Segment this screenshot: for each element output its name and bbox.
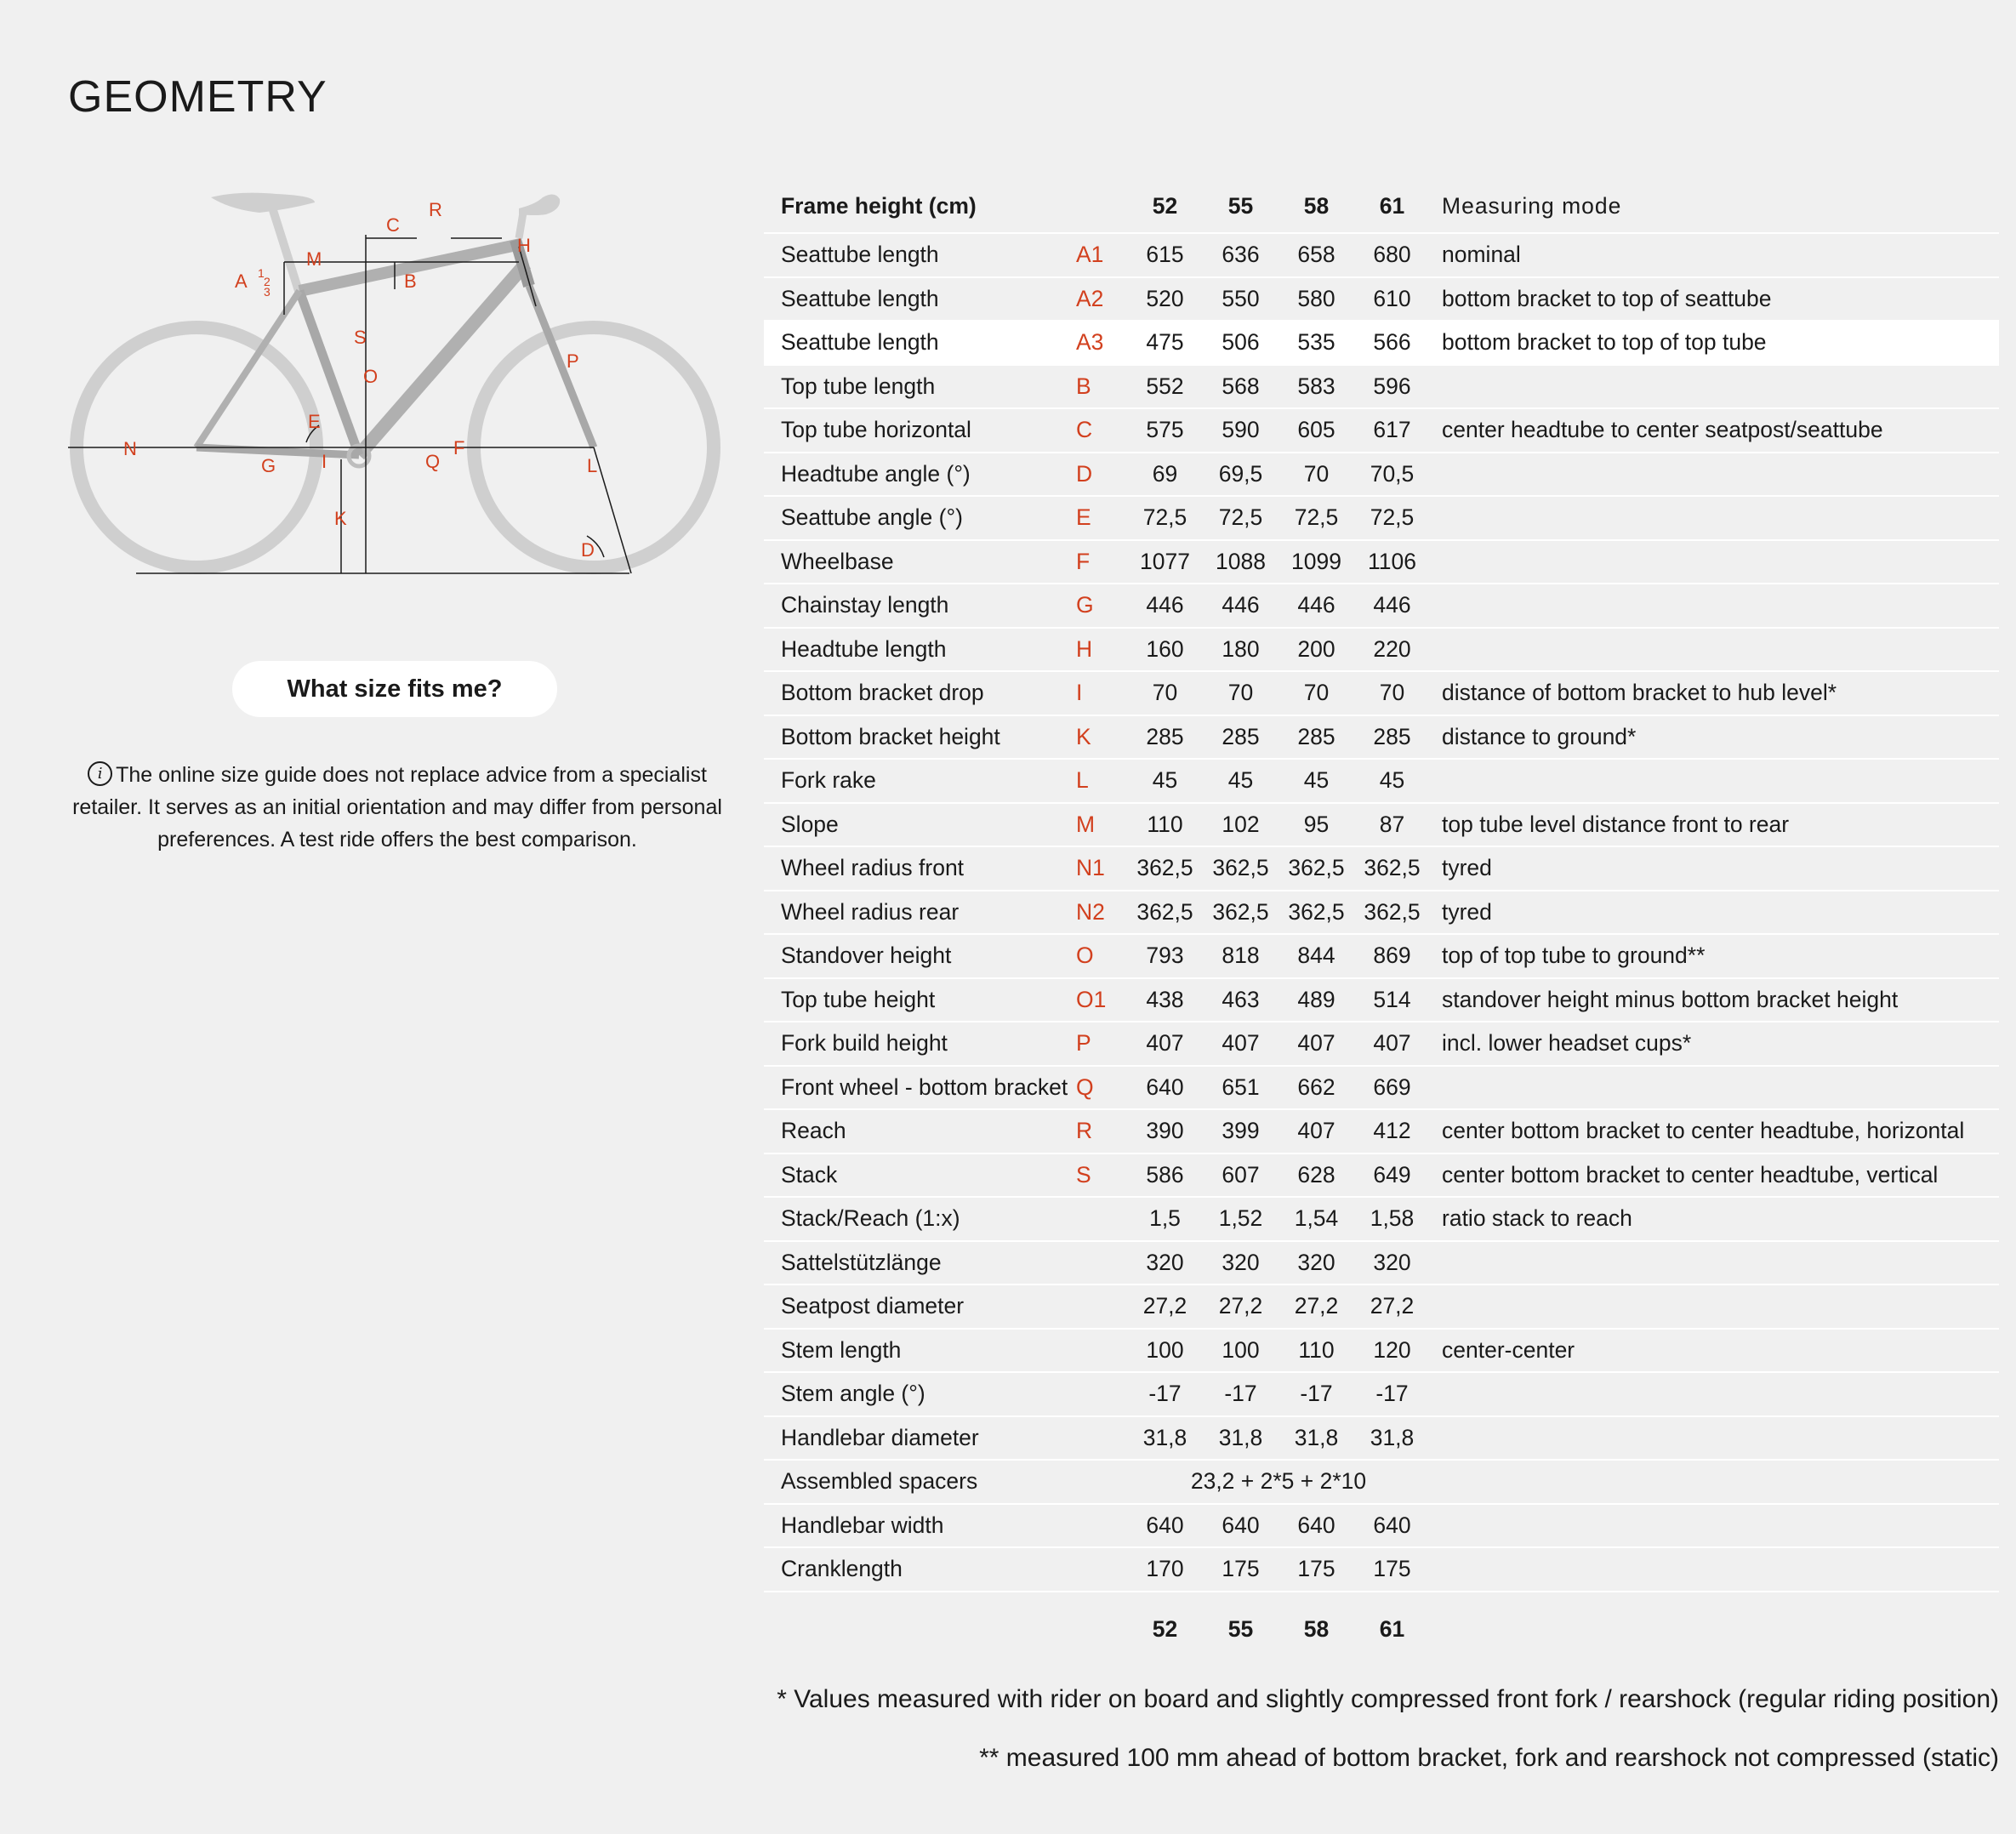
row-code bbox=[1076, 1504, 1127, 1548]
row-value: 1,54 bbox=[1279, 1197, 1354, 1241]
table-row bbox=[764, 453, 1999, 497]
header-measuring-mode: Measuring mode bbox=[1430, 179, 1999, 233]
table-row bbox=[764, 1460, 1999, 1504]
row-value: 1106 bbox=[1354, 540, 1430, 584]
table-row bbox=[764, 1416, 1999, 1461]
row-label: Wheel radius rear bbox=[764, 891, 1076, 935]
label-M: M bbox=[306, 248, 322, 270]
row-note bbox=[1430, 584, 1999, 628]
row-value: 575 bbox=[1127, 408, 1203, 453]
row-value: 72,5 bbox=[1203, 496, 1279, 540]
row-note bbox=[1430, 1504, 1999, 1548]
row-code: A2 bbox=[1076, 277, 1127, 322]
row-value: 640 bbox=[1203, 1504, 1279, 1548]
row-note bbox=[1430, 453, 1999, 497]
row-note: tyred bbox=[1430, 846, 1999, 891]
row-value: 390 bbox=[1127, 1109, 1203, 1153]
table-row bbox=[764, 1547, 1999, 1592]
row-label: Seattube length bbox=[764, 321, 1076, 365]
row-value: 636 bbox=[1203, 233, 1279, 277]
row-code: S bbox=[1076, 1153, 1127, 1198]
footer-size: 55 bbox=[1227, 1616, 1254, 1642]
row-code: I bbox=[1076, 671, 1127, 715]
row-value: 27,2 bbox=[1354, 1284, 1430, 1329]
row-value: 220 bbox=[1354, 628, 1430, 672]
row-value: 320 bbox=[1354, 1241, 1430, 1285]
row-label: Reach bbox=[764, 1109, 1076, 1153]
table-row bbox=[764, 1153, 1999, 1198]
row-value: 1,58 bbox=[1354, 1197, 1430, 1241]
row-value: 70,5 bbox=[1354, 453, 1430, 497]
row-value: 407 bbox=[1279, 1022, 1354, 1066]
row-code: H bbox=[1076, 628, 1127, 672]
row-value: 399 bbox=[1203, 1109, 1279, 1153]
row-note: incl. lower headset cups* bbox=[1430, 1022, 1999, 1066]
row-code: L bbox=[1076, 759, 1127, 803]
row-value: 605 bbox=[1279, 408, 1354, 453]
label-K: K bbox=[334, 508, 347, 529]
row-label: Wheel radius front bbox=[764, 846, 1076, 891]
table-row bbox=[764, 978, 1999, 1022]
row-value: 45 bbox=[1127, 759, 1203, 803]
bike-geometry-diagram bbox=[60, 179, 740, 595]
row-value: 200 bbox=[1279, 628, 1354, 672]
row-label: Bottom bracket drop bbox=[764, 671, 1076, 715]
footer-size: 58 bbox=[1303, 1616, 1330, 1642]
row-value: 680 bbox=[1354, 233, 1430, 277]
row-label: Stem angle (°) bbox=[764, 1372, 1076, 1416]
row-note bbox=[1430, 365, 1999, 409]
row-value: 844 bbox=[1279, 934, 1354, 978]
row-code: P bbox=[1076, 1022, 1127, 1066]
row-note bbox=[1430, 540, 1999, 584]
row-note: nominal bbox=[1430, 233, 1999, 277]
row-value: -17 bbox=[1354, 1372, 1430, 1416]
table-row bbox=[764, 408, 1999, 453]
row-code: C bbox=[1076, 408, 1127, 453]
row-note bbox=[1430, 1066, 1999, 1110]
table-row bbox=[764, 671, 1999, 715]
row-value: 285 bbox=[1354, 715, 1430, 760]
row-value: -17 bbox=[1279, 1372, 1354, 1416]
label-G: G bbox=[261, 455, 276, 476]
row-value: 175 bbox=[1203, 1547, 1279, 1592]
row-label: Seattube length bbox=[764, 233, 1076, 277]
row-value: 180 bbox=[1203, 628, 1279, 672]
row-value: 31,8 bbox=[1279, 1416, 1354, 1461]
row-value: 27,2 bbox=[1203, 1284, 1279, 1329]
label-D: D bbox=[581, 539, 595, 561]
table-row bbox=[764, 715, 1999, 760]
row-note: ratio stack to reach bbox=[1430, 1197, 1999, 1241]
info-icon: i bbox=[88, 761, 112, 786]
row-value: 506 bbox=[1203, 321, 1279, 365]
row-value: 362,5 bbox=[1127, 891, 1203, 935]
table-row bbox=[764, 496, 1999, 540]
row-value: 27,2 bbox=[1279, 1284, 1354, 1329]
table-row bbox=[764, 1504, 1999, 1548]
row-value: 27,2 bbox=[1127, 1284, 1203, 1329]
row-label: Standover height bbox=[764, 934, 1076, 978]
row-value: 1088 bbox=[1203, 540, 1279, 584]
row-value: 70 bbox=[1127, 671, 1203, 715]
row-value: 407 bbox=[1203, 1022, 1279, 1066]
row-code bbox=[1076, 1329, 1127, 1373]
saddle bbox=[211, 193, 315, 213]
row-label: Cranklength bbox=[764, 1547, 1076, 1592]
row-value: 70 bbox=[1354, 671, 1430, 715]
row-note: bottom bracket to top of seattube bbox=[1430, 277, 1999, 322]
label-I: I bbox=[322, 451, 327, 472]
row-note bbox=[1430, 1372, 1999, 1416]
table-row bbox=[764, 1197, 1999, 1241]
row-value: 175 bbox=[1354, 1547, 1430, 1592]
table-row bbox=[764, 846, 1999, 891]
row-value: 69,5 bbox=[1203, 453, 1279, 497]
row-label: Headtube length bbox=[764, 628, 1076, 672]
row-value: 438 bbox=[1127, 978, 1203, 1022]
row-code: G bbox=[1076, 584, 1127, 628]
row-value: 175 bbox=[1279, 1547, 1354, 1592]
row-value: 583 bbox=[1279, 365, 1354, 409]
row-value: 320 bbox=[1203, 1241, 1279, 1285]
row-value: 818 bbox=[1203, 934, 1279, 978]
row-value: 45 bbox=[1279, 759, 1354, 803]
row-value: 70 bbox=[1203, 671, 1279, 715]
row-value: -17 bbox=[1127, 1372, 1203, 1416]
row-value: 362,5 bbox=[1279, 891, 1354, 935]
table-row bbox=[764, 1022, 1999, 1066]
row-note: top of top tube to ground** bbox=[1430, 934, 1999, 978]
row-value: 72,5 bbox=[1279, 496, 1354, 540]
table-row bbox=[764, 891, 1999, 935]
row-label: Seattube angle (°) bbox=[764, 496, 1076, 540]
row-value: 640 bbox=[1279, 1504, 1354, 1548]
row-code: O1 bbox=[1076, 978, 1127, 1022]
row-value: 590 bbox=[1203, 408, 1279, 453]
row-value: 102 bbox=[1203, 803, 1279, 847]
row-value: 95 bbox=[1279, 803, 1354, 847]
row-value: 70 bbox=[1279, 453, 1354, 497]
label-F: F bbox=[453, 437, 465, 458]
row-value: 412 bbox=[1354, 1109, 1430, 1153]
table-row bbox=[764, 759, 1999, 803]
row-code: A1 bbox=[1076, 233, 1127, 277]
label-O: O bbox=[363, 366, 379, 387]
row-note: center bottom bracket to center headtube, horizontal bbox=[1430, 1109, 1999, 1153]
row-label: Fork rake bbox=[764, 759, 1076, 803]
row-code bbox=[1076, 1241, 1127, 1285]
row-code: N2 bbox=[1076, 891, 1127, 935]
row-value: 640 bbox=[1354, 1504, 1430, 1548]
row-label: Wheelbase bbox=[764, 540, 1076, 584]
table-row bbox=[764, 540, 1999, 584]
label-B: B bbox=[404, 271, 417, 292]
row-value: 100 bbox=[1127, 1329, 1203, 1373]
row-label: Headtube angle (°) bbox=[764, 453, 1076, 497]
table-row bbox=[764, 1241, 1999, 1285]
table-row bbox=[764, 365, 1999, 409]
row-note bbox=[1430, 1547, 1999, 1592]
row-note: bottom bracket to top of top tube bbox=[1430, 321, 1999, 365]
row-value: 285 bbox=[1127, 715, 1203, 760]
row-value: 1099 bbox=[1279, 540, 1354, 584]
row-value: 580 bbox=[1279, 277, 1354, 322]
row-code: D bbox=[1076, 453, 1127, 497]
label-Q: Q bbox=[425, 451, 441, 472]
row-value: 31,8 bbox=[1354, 1416, 1430, 1461]
header-size: 58 bbox=[1279, 179, 1354, 233]
row-code: F bbox=[1076, 540, 1127, 584]
row-value: 285 bbox=[1203, 715, 1279, 760]
table-row bbox=[764, 934, 1999, 978]
table-row bbox=[764, 628, 1999, 672]
row-code: R bbox=[1076, 1109, 1127, 1153]
row-value: 285 bbox=[1279, 715, 1354, 760]
row-value: 72,5 bbox=[1354, 496, 1430, 540]
notice-text: The online size guide does not replace advice from a specialist retailer. It serves as an initial orientation and may differ from personal preferences. A test ride offers the best comparison. bbox=[72, 763, 722, 852]
chain-stay bbox=[196, 447, 359, 455]
footer-size: 52 bbox=[1152, 1616, 1178, 1642]
row-value: 658 bbox=[1279, 233, 1354, 277]
row-value: 362,5 bbox=[1203, 891, 1279, 935]
row-value: 100 bbox=[1203, 1329, 1279, 1373]
row-value: 362,5 bbox=[1354, 891, 1430, 935]
row-label: Top tube horizontal bbox=[764, 408, 1076, 453]
row-label: Assembled spacers bbox=[764, 1460, 1076, 1504]
row-label: Sattelstützlänge bbox=[764, 1241, 1076, 1285]
row-value: 110 bbox=[1127, 803, 1203, 847]
row-note bbox=[1430, 496, 1999, 540]
row-value: 607 bbox=[1203, 1153, 1279, 1198]
row-label: Stack bbox=[764, 1153, 1076, 1198]
label-C: C bbox=[386, 214, 400, 236]
row-value: 640 bbox=[1127, 1066, 1203, 1110]
row-value: 514 bbox=[1354, 978, 1430, 1022]
row-code: M bbox=[1076, 803, 1127, 847]
row-value: 552 bbox=[1127, 365, 1203, 409]
row-value: 407 bbox=[1279, 1109, 1354, 1153]
row-note: center headtube to center seatpost/seattube bbox=[1430, 408, 1999, 453]
label-L: L bbox=[587, 455, 598, 476]
row-value: 160 bbox=[1127, 628, 1203, 672]
row-value: 662 bbox=[1279, 1066, 1354, 1110]
row-value: 615 bbox=[1127, 233, 1203, 277]
label-H: H bbox=[517, 235, 531, 256]
row-value: 362,5 bbox=[1354, 846, 1430, 891]
row-code: A3 bbox=[1076, 321, 1127, 365]
table-row bbox=[764, 1372, 1999, 1416]
row-value: 596 bbox=[1354, 365, 1430, 409]
row-value: 362,5 bbox=[1127, 846, 1203, 891]
header-size: 55 bbox=[1203, 179, 1279, 233]
row-label: Seattube length bbox=[764, 277, 1076, 322]
row-value: 362,5 bbox=[1279, 846, 1354, 891]
table-row bbox=[764, 1109, 1999, 1153]
row-value: 640 bbox=[1127, 1504, 1203, 1548]
geometry-table bbox=[764, 179, 1999, 1667]
row-note bbox=[1430, 628, 1999, 672]
row-value: 1,5 bbox=[1127, 1197, 1203, 1241]
row-label: Slope bbox=[764, 803, 1076, 847]
row-value: 793 bbox=[1127, 934, 1203, 978]
row-value: 45 bbox=[1203, 759, 1279, 803]
table-row bbox=[764, 1066, 1999, 1110]
table-row bbox=[764, 277, 1999, 322]
row-value: 407 bbox=[1354, 1022, 1430, 1066]
row-value: 320 bbox=[1279, 1241, 1354, 1285]
row-value: 1077 bbox=[1127, 540, 1203, 584]
row-code bbox=[1076, 1416, 1127, 1461]
label-A: A bbox=[235, 271, 248, 292]
row-value: 31,8 bbox=[1127, 1416, 1203, 1461]
row-label: Top tube height bbox=[764, 978, 1076, 1022]
label-R: R bbox=[429, 199, 442, 220]
row-note bbox=[1430, 1416, 1999, 1461]
row-label: Top tube length bbox=[764, 365, 1076, 409]
page-title: GEOMETRY bbox=[68, 72, 327, 122]
row-value: 651 bbox=[1203, 1066, 1279, 1110]
row-value: 649 bbox=[1354, 1153, 1430, 1198]
row-value: 446 bbox=[1279, 584, 1354, 628]
row-code: E bbox=[1076, 496, 1127, 540]
row-label: Handlebar diameter bbox=[764, 1416, 1076, 1461]
label-P: P bbox=[567, 350, 579, 372]
row-label: Stack/Reach (1:x) bbox=[764, 1197, 1076, 1241]
row-value: 475 bbox=[1127, 321, 1203, 365]
table-row bbox=[764, 321, 1999, 365]
row-note: distance to ground* bbox=[1430, 715, 1999, 760]
row-label: Fork build height bbox=[764, 1022, 1076, 1066]
row-label: Handlebar width bbox=[764, 1504, 1076, 1548]
row-note bbox=[1430, 1460, 1999, 1504]
row-value: 520 bbox=[1127, 277, 1203, 322]
svg-text:3: 3 bbox=[264, 285, 271, 299]
row-value: 1,52 bbox=[1203, 1197, 1279, 1241]
row-value: 170 bbox=[1127, 1547, 1203, 1592]
header-size: 52 bbox=[1127, 179, 1203, 233]
table-footer-row bbox=[764, 1592, 1999, 1667]
row-value: 628 bbox=[1279, 1153, 1354, 1198]
row-label: Seatpost diameter bbox=[764, 1284, 1076, 1329]
table-row bbox=[764, 803, 1999, 847]
row-value: 362,5 bbox=[1203, 846, 1279, 891]
row-code: O bbox=[1076, 934, 1127, 978]
row-value-span: 23,2 + 2*5 + 2*10 bbox=[1127, 1460, 1430, 1504]
row-value: 407 bbox=[1127, 1022, 1203, 1066]
row-value: 586 bbox=[1127, 1153, 1203, 1198]
row-value: 45 bbox=[1354, 759, 1430, 803]
row-value: 463 bbox=[1203, 978, 1279, 1022]
row-value: 87 bbox=[1354, 803, 1430, 847]
label-N: N bbox=[123, 438, 137, 459]
label-S: S bbox=[354, 327, 367, 348]
row-note bbox=[1430, 1241, 1999, 1285]
footer-size: 61 bbox=[1379, 1616, 1405, 1642]
row-note: center-center bbox=[1430, 1329, 1999, 1373]
table-row bbox=[764, 1329, 1999, 1373]
row-value: 535 bbox=[1279, 321, 1354, 365]
row-note: center bottom bracket to center headtube, vertical bbox=[1430, 1153, 1999, 1198]
row-note bbox=[1430, 759, 1999, 803]
row-code bbox=[1076, 1197, 1127, 1241]
row-value: 489 bbox=[1279, 978, 1354, 1022]
row-value: 320 bbox=[1127, 1241, 1203, 1285]
header-frame-height: Frame height (cm) bbox=[764, 179, 1127, 233]
label-E: E bbox=[308, 411, 321, 432]
row-label: Bottom bracket height bbox=[764, 715, 1076, 760]
row-value: 566 bbox=[1354, 321, 1430, 365]
table-header-row bbox=[764, 179, 1999, 233]
row-value: 31,8 bbox=[1203, 1416, 1279, 1461]
table-row bbox=[764, 584, 1999, 628]
row-value: 72,5 bbox=[1127, 496, 1203, 540]
row-value: 69 bbox=[1127, 453, 1203, 497]
row-value: 669 bbox=[1354, 1066, 1430, 1110]
row-label: Chainstay length bbox=[764, 584, 1076, 628]
row-code bbox=[1076, 1284, 1127, 1329]
row-code: K bbox=[1076, 715, 1127, 760]
table-row bbox=[764, 233, 1999, 277]
row-code: B bbox=[1076, 365, 1127, 409]
row-value: 446 bbox=[1203, 584, 1279, 628]
row-value: 446 bbox=[1127, 584, 1203, 628]
row-code: Q bbox=[1076, 1066, 1127, 1110]
row-note bbox=[1430, 1284, 1999, 1329]
table-row bbox=[764, 1284, 1999, 1329]
footnote-single-star: * Values measured with rider on board and slightly compressed front fork / rearshock (regular riding position) bbox=[777, 1685, 1999, 1713]
row-value: 610 bbox=[1354, 277, 1430, 322]
size-finder-button[interactable]: What size fits me? bbox=[232, 661, 557, 717]
row-note: top tube level distance front to rear bbox=[1430, 803, 1999, 847]
row-value: 446 bbox=[1354, 584, 1430, 628]
row-note: standover height minus bottom bracket height bbox=[1430, 978, 1999, 1022]
row-value: 120 bbox=[1354, 1329, 1430, 1373]
row-value: 110 bbox=[1279, 1329, 1354, 1373]
row-code: N1 bbox=[1076, 846, 1127, 891]
svg-text:1: 1 bbox=[258, 266, 265, 280]
row-code bbox=[1076, 1547, 1127, 1592]
row-value: 568 bbox=[1203, 365, 1279, 409]
row-code bbox=[1076, 1372, 1127, 1416]
row-value: 550 bbox=[1203, 277, 1279, 322]
row-label: Front wheel - bottom bracket bbox=[764, 1066, 1076, 1110]
row-value: 869 bbox=[1354, 934, 1430, 978]
size-guide-notice bbox=[70, 759, 725, 856]
svg-text:2: 2 bbox=[264, 275, 271, 288]
row-value: -17 bbox=[1203, 1372, 1279, 1416]
down-tube bbox=[359, 264, 526, 455]
row-code bbox=[1076, 1460, 1127, 1504]
row-value: 617 bbox=[1354, 408, 1430, 453]
header-size: 61 bbox=[1354, 179, 1430, 233]
row-label: Stem length bbox=[764, 1329, 1076, 1373]
row-note: distance of bottom bracket to hub level* bbox=[1430, 671, 1999, 715]
row-value: 70 bbox=[1279, 671, 1354, 715]
row-note: tyred bbox=[1430, 891, 1999, 935]
footnote-double-star: ** measured 100 mm ahead of bottom bracket, fork and rearshock not compressed (static) bbox=[979, 1744, 1999, 1772]
fork bbox=[529, 286, 594, 447]
